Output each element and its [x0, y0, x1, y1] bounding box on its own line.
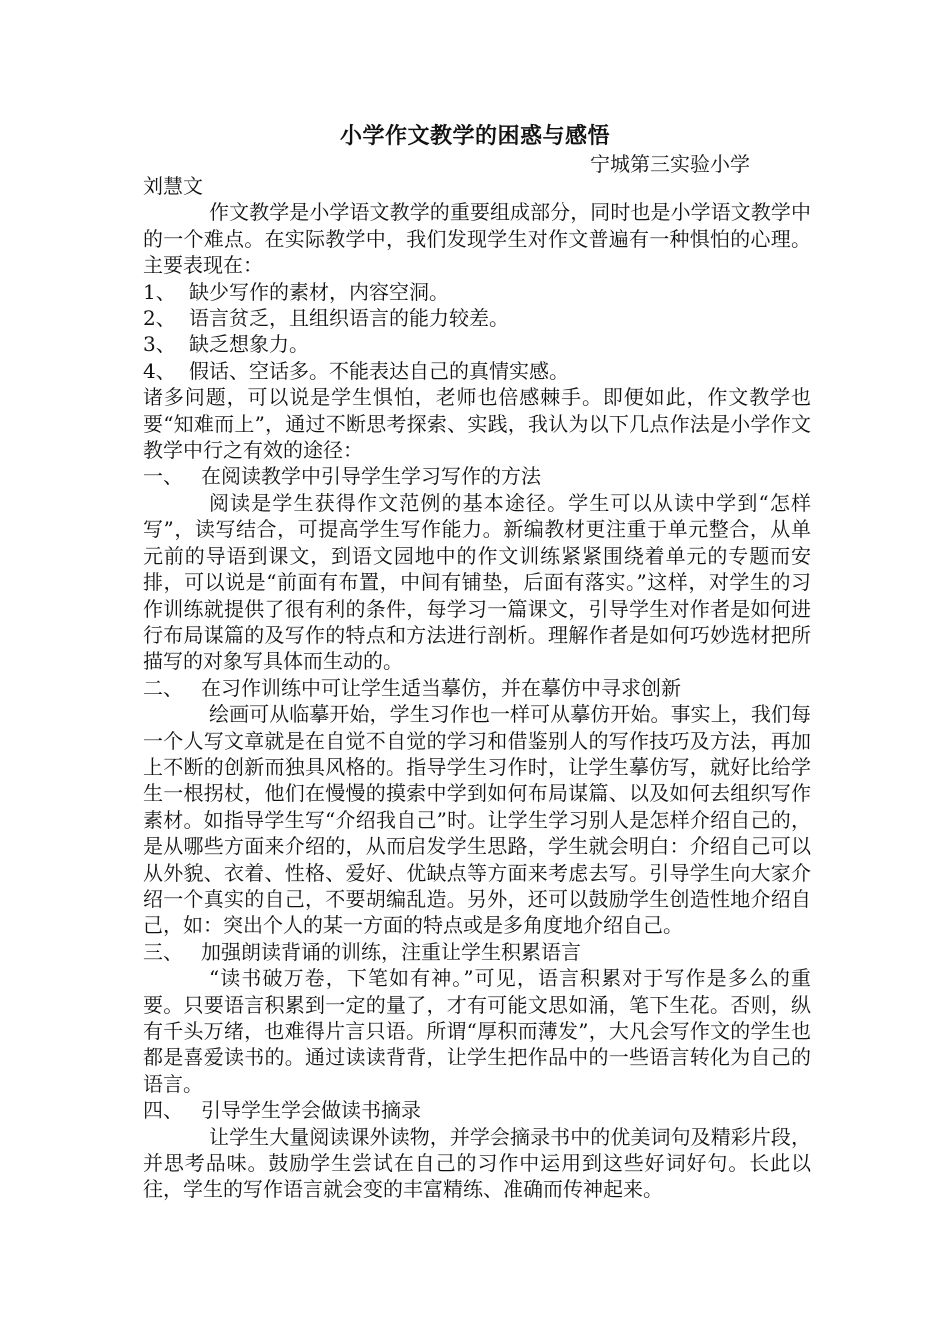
- problem-number: 1、: [143, 279, 176, 304]
- problem-text: 假话、空话多。不能表达自己的真情实感。: [189, 358, 569, 383]
- problem-item-2: [143, 305, 811, 331]
- document-body: [143, 173, 811, 1203]
- problem-item-1: [143, 279, 811, 305]
- section-number: 一、: [143, 464, 183, 489]
- section-body-3: “读书破万卷，下笔如有神。”可见，语言积累对于写作是多么的重要。只要语言积累到一定的量了，才有可能文思如涌，笔下生花。否则，纵有千头万绪，也难得片言只语。所谓“厚积而薄发”，大凡会写作文的学生也都是喜爱读书的。通过读读背背，让学生把作品中的一些语言转化为自己的语言。: [143, 966, 811, 1096]
- section-heading-3: [143, 939, 811, 965]
- section-heading-text: 在习作训练中可让学生适当摹仿，并在摹仿中寻求创新: [201, 675, 681, 700]
- section-body-4: 让学生大量阅读课外读物，并学会摘录书中的优美词句及精彩片段，并思考品味。鼓励学生尝试在自己的习作中运用到这些好词好句。长此以往，学生的写作语言就会变的丰富精练、准确而传神起来。: [143, 1124, 811, 1202]
- section-heading-4: [143, 1097, 811, 1123]
- section-heading-text: 引导学生学会做读书摘录: [201, 1098, 421, 1123]
- section-body-2: 绘画可从临摹开始，学生习作也一样可从摹仿开始。事实上，我们每一个人写文章就是在自觉不自觉的学习和借鉴别人的写作技巧及方法，再加上不断的创新而独具风格的。指导学生习作时，让学生摹仿写，就好比给学生一根拐杖，他们在慢慢的摸索中学到如何布局谋篇、以及如何去组织写作素材。如指导学生写“介绍我自己”时。让学生学习别人是怎样介绍自己的，是从哪些方面来介绍的，从而启发学生思路，学生就会明白：介绍自己可以从外貌、衣着、性格、爱好、优缺点等方面来考虑去写。引导学生向大家介绍一个真实的自己，不要胡编乱造。另外，还可以鼓励学生创造性地介绍自己，如：突出个人的某一方面的特点或是多角度地介绍自己。: [143, 702, 811, 938]
- problem-text: 缺少写作的素材，内容空洞。: [189, 279, 449, 304]
- section-heading-2: [143, 675, 811, 701]
- problem-number: 2、: [143, 306, 176, 331]
- transition-paragraph: 诸多问题，可以说是学生惧怕，老师也倍感棘手。即便如此，作文教学也要“知难而上”，通过不断思考探索、实践，我认为以下几点作法是小学作文教学中行之有效的途径：: [143, 385, 811, 463]
- school-name: 宁城第三实验小学: [590, 152, 750, 176]
- section-body-1: 阅读是学生获得作文范例的基本途径。学生可以从读中学到“怎样写”，读写结合，可提高学生写作能力。新编教材更注重于单元整合，从单元前的导语到课文，到语文园地中的作文训练紧紧围绕着单元的专题而安排，可以说是“前面有布置，中间有铺垫，后面有落实。”这样，对学生的习作训练就提供了很有利的条件，每学习一篇课文，引导学生对作者是如何进行布局谋篇的及写作的特点和方法进行剖析。理解作者是如何巧妙选材把所描写的对象写具体而生动的。: [143, 490, 811, 674]
- problem-item-3: [143, 331, 811, 357]
- intro-paragraph: 作文教学是小学语文教学的重要组成部分，同时也是小学语文教学中的一个难点。在实际教学中，我们发现学生对作文普遍有一种惧怕的心理。主要表现在：: [143, 200, 811, 278]
- problem-item-4: [143, 358, 811, 384]
- problem-number: 3、: [143, 332, 176, 357]
- problem-number: 4、: [143, 358, 176, 383]
- section-heading-1: [143, 463, 811, 489]
- section-number: 二、: [143, 675, 183, 700]
- author-name: 刘慧文: [143, 174, 203, 198]
- document-title: 小学作文教学的困惑与感悟: [339, 123, 610, 149]
- section-heading-text: 加强朗读背诵的训练，注重让学生积累语言: [201, 939, 581, 964]
- section-heading-text: 在阅读教学中引导学生学习写作的方法: [201, 464, 541, 489]
- section-number: 三、: [143, 939, 183, 964]
- section-number: 四、: [143, 1098, 183, 1123]
- problem-text: 缺乏想象力。: [189, 332, 309, 357]
- problem-text: 语言贫乏，且组织语言的能力较差。: [189, 306, 509, 331]
